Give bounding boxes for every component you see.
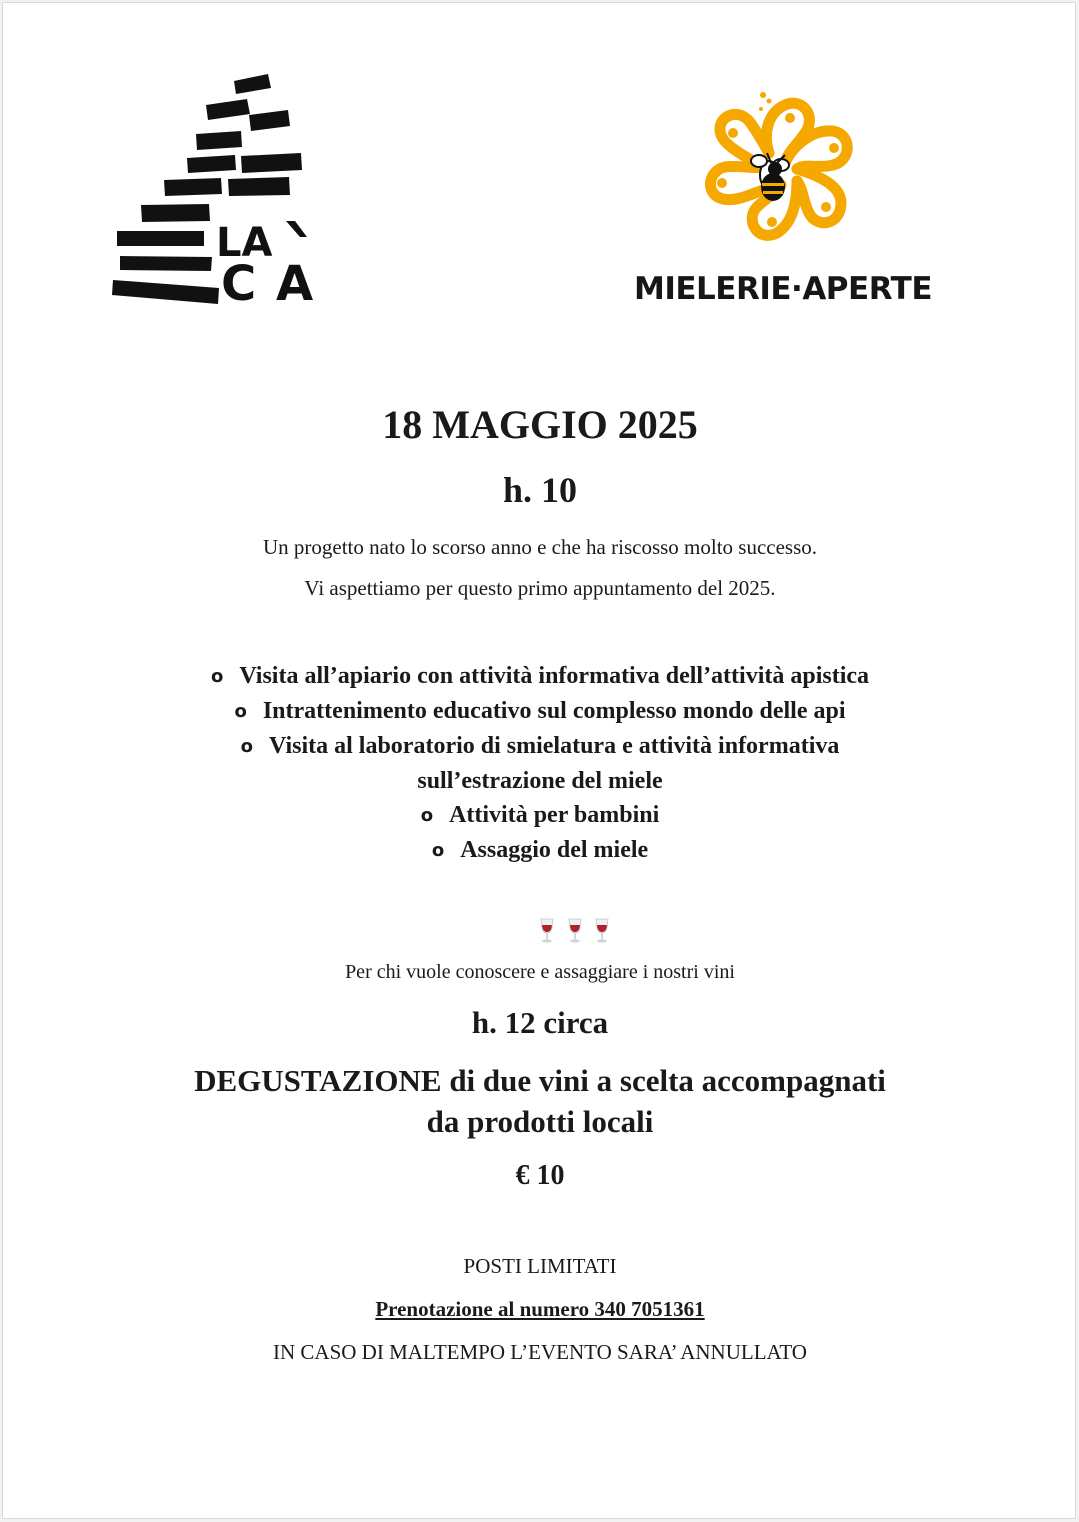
intro-line-2: Vi aspettiamo per questo primo appuntamento del 2025.	[304, 576, 776, 600]
event-time: h. 10	[502, 470, 578, 510]
wine-intro: Per chi vuole conoscere e assaggiare i nostri vini	[345, 961, 735, 983]
tasting-description	[3, 1060, 1077, 1142]
svg-text:A: A	[276, 256, 314, 311]
tasting-time: h. 12 circa	[471, 1005, 609, 1040]
list-item: o Visita all’apiario con attività informativa dell’attività apistica	[3, 659, 1077, 694]
intro-line-1: Un progetto nato lo scorso anno e che ha riscosso molto successo.	[262, 535, 818, 559]
list-item: o Attività per bambini	[3, 798, 1077, 833]
mielerie-aperte-wordmark: MIELERIE·APERTE	[633, 271, 933, 307]
price: € 10	[515, 1160, 565, 1191]
circle-bullet-icon: o	[431, 840, 445, 861]
la-ca-logo	[111, 71, 356, 311]
circle-bullet-icon: o	[240, 736, 253, 757]
activity-list	[3, 659, 1077, 868]
booking-phone: Prenotazione al numero 340 7051361	[375, 1297, 705, 1321]
flyer-page	[2, 2, 1076, 1519]
list-item: o Intrattenimento educativo sul complesso mondo delle api	[3, 694, 1077, 729]
weather-notice: IN CASO DI MALTEMPO L’EVENTO SARA’ ANNULLATO	[273, 1340, 807, 1364]
list-item-continuation: sull’estrazione del miele	[417, 768, 663, 794]
svg-text:C: C	[221, 256, 257, 311]
mielerie-aperte-logo	[693, 83, 873, 263]
wine-glasses-icon	[538, 917, 613, 945]
circle-bullet-icon: o	[234, 701, 247, 722]
list-item: o Assaggio del miele	[3, 833, 1077, 868]
event-date: 18 MAGGIO 2025	[382, 402, 698, 447]
tasting-line-1: DEGUSTAZIONE di due vini a scelta accompagnati	[194, 1063, 886, 1098]
svg-text:LA: LA	[216, 220, 273, 266]
list-item: o Visita al laboratorio di smielatura e attività informativa	[3, 729, 1077, 764]
tasting-line-2: da prodotti locali	[426, 1104, 654, 1139]
limited-seats: POSTI LIMITATI	[463, 1254, 617, 1278]
circle-bullet-icon: o	[420, 805, 434, 826]
circle-bullet-icon: o	[210, 666, 224, 687]
